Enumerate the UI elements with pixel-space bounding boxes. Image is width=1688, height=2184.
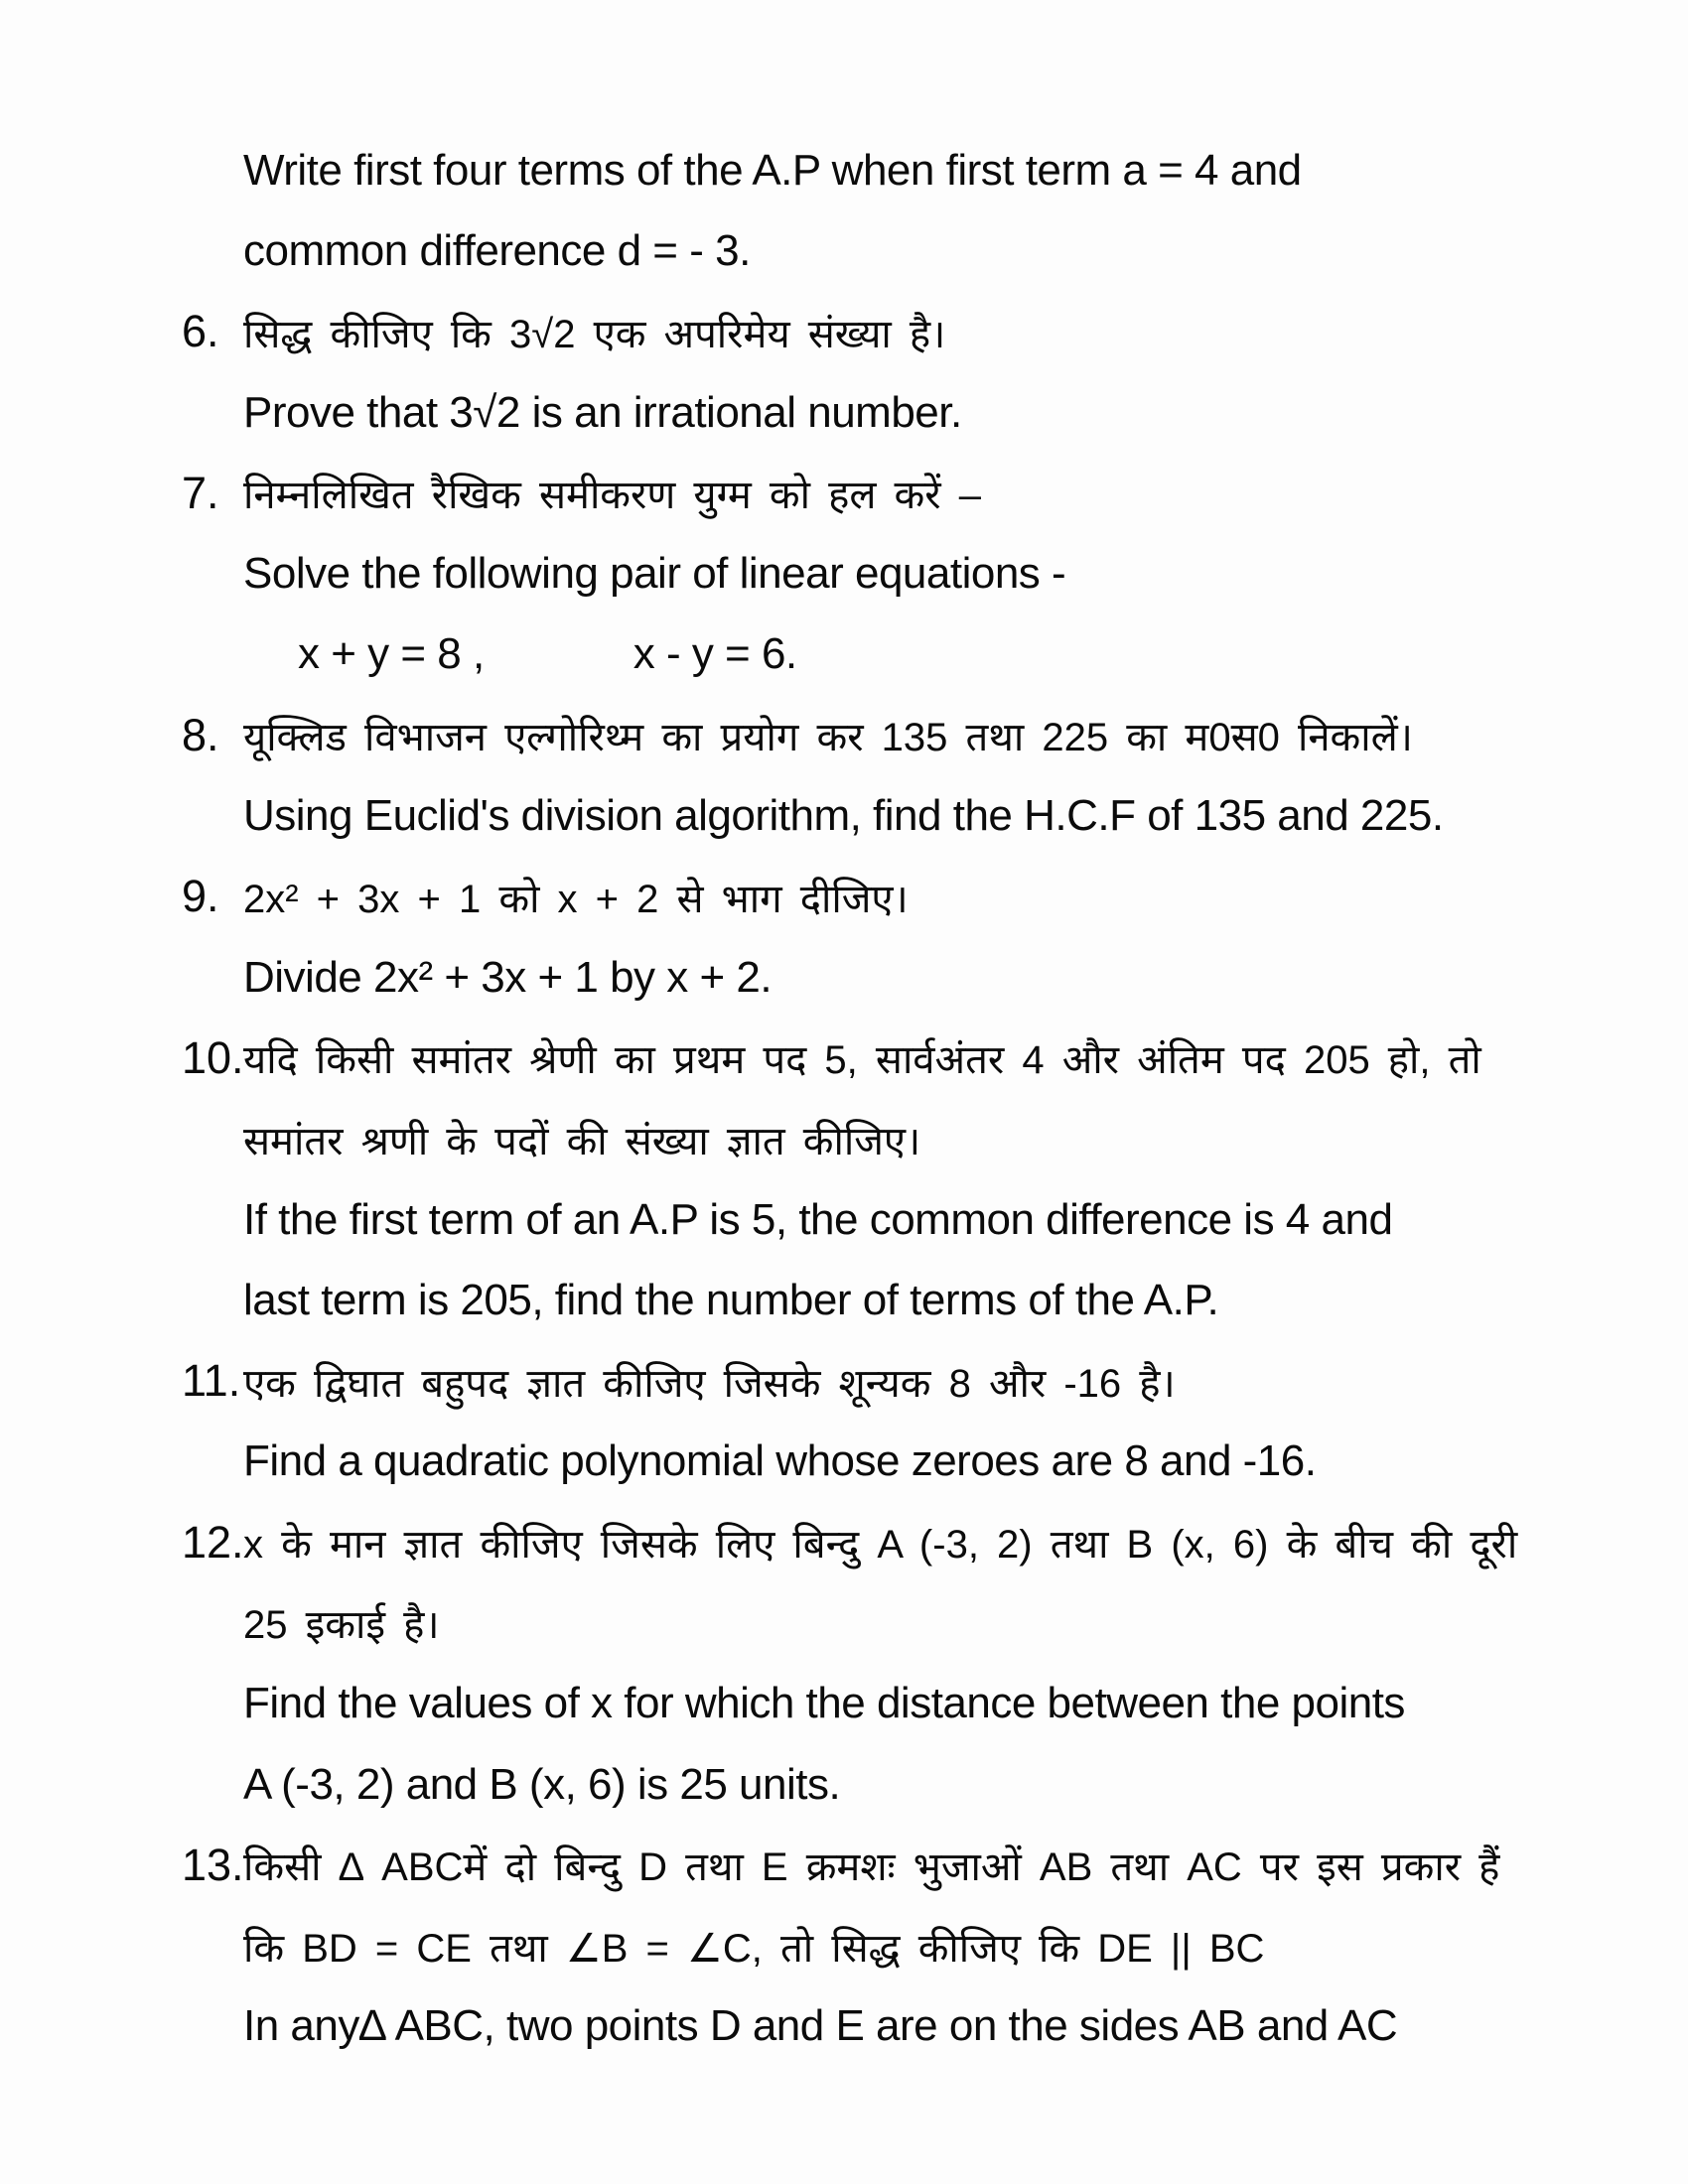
line-text: कि BD = CE तथा ∠B = ∠C, तो सिद्ध कीजिए कि DE || BC <box>243 1926 1265 1971</box>
question-5-english-line-2 <box>243 210 1569 291</box>
line-text: Divide 2x² + 3x + 1 by x + 2. <box>243 952 773 1002</box>
question-number: 12. <box>182 1516 244 1568</box>
question-10-english-line-2 <box>243 1260 1569 1340</box>
question-12-english-line-2 <box>243 1744 1569 1825</box>
question-12-hindi-line-2 <box>243 1582 1569 1663</box>
question-12-english-line-1 <box>243 1664 1569 1744</box>
question-13-hindi-line-1 <box>182 1825 1569 1905</box>
line-text: last term is 205, find the number of terms of the A.P. <box>243 1275 1219 1324</box>
question-10-hindi-line-1 <box>182 1018 1569 1098</box>
line-text: एक द्विघात बहुपद ज्ञात कीजिए जिसके शून्यक 8 और -16 है। <box>243 1361 1176 1406</box>
line-text: यूक्लिड विभाजन एल्गोरिथ्म का प्रयोग कर 135 तथा 225 का म0स0 निकालें। <box>243 716 1413 760</box>
line-text: x के मान ज्ञात कीजिए जिसके लिए बिन्दु A (-3, 2) तथा B (x, 6) के बीच की दूरी <box>243 1523 1518 1568</box>
question-number: 6. <box>182 306 219 357</box>
line-text: In any∆ ABC, two points D and E are on the sides AB and AC <box>243 2001 1398 2051</box>
line-text: Write first four terms of the A.P when first term a = 4 and <box>243 145 1302 195</box>
questions-content <box>182 130 1569 2067</box>
line-text: Prove that 3√2 is an irrational number. <box>243 387 962 437</box>
line-text: If the first term of an A.P is 5, the common difference is 4 and <box>243 1194 1393 1244</box>
question-11-english-line <box>243 1422 1569 1502</box>
question-8-hindi-line <box>182 695 1569 775</box>
question-5-english-line-1 <box>243 130 1569 210</box>
question-number: 7. <box>182 467 219 518</box>
equation-2: x - y = 6. <box>633 629 797 679</box>
question-9-hindi-line <box>182 857 1569 937</box>
question-6-english-line <box>243 372 1569 453</box>
question-10-hindi-line-2 <box>243 1099 1569 1179</box>
question-7-english-line <box>243 533 1569 614</box>
question-number: 9. <box>182 871 219 922</box>
line-text: सिद्ध कीजिए कि 3√2 एक अपरिमेय संख्या है। <box>243 312 946 356</box>
question-13-hindi-line-2 <box>243 1906 1569 1986</box>
question-number: 13. <box>182 1839 244 1890</box>
line-text: समांतर श्रणी के पदों की संख्या ज्ञात कीजिए। <box>243 1119 921 1163</box>
line-text: किसी ∆ ABCमें दो बिन्दु D तथा E क्रमशः भुजाओं AB तथा AC पर इस प्रकार हैं <box>243 1845 1500 1890</box>
line-text: common difference d = - 3. <box>243 225 751 275</box>
question-11-hindi-line <box>182 1340 1569 1421</box>
equation-1: x + y = 8 , <box>298 629 485 679</box>
question-7-hindi-line <box>182 453 1569 533</box>
question-6-hindi-line <box>182 292 1569 372</box>
line-text: निम्नलिखित रैखिक समीकरण युग्म को हल करें – <box>243 474 981 518</box>
line-text: Using Euclid's division algorithm, find the H.C.F of 135 and 225. <box>243 791 1444 841</box>
question-10-english-line-1 <box>243 1179 1569 1260</box>
line-text: 25 इकाई है। <box>243 1603 440 1648</box>
line-text: A (-3, 2) and B (x, 6) is 25 units. <box>243 1759 841 1809</box>
question-13-english-line-1 <box>243 1986 1569 2067</box>
line-text: Find the values of x for which the distance between the points <box>243 1679 1405 1728</box>
question-number: 8. <box>182 709 219 760</box>
question-number: 10. <box>182 1031 244 1083</box>
line-text: Find a quadratic polynomial whose zeroes are 8 and -16. <box>243 1436 1317 1486</box>
line-text: यदि किसी समांतर श्रेणी का प्रथम पद 5, सार्वअंतर 4 और अंतिम पद 205 हो, तो <box>243 1038 1481 1083</box>
question-9-english-line <box>243 937 1569 1018</box>
question-12-hindi-line-1 <box>182 1502 1569 1582</box>
question-7-equations-line <box>243 614 1569 695</box>
line-text: 2x² + 3x + 1 को x + 2 से भाग दीजिए। <box>243 877 909 921</box>
question-8-english-line <box>243 775 1569 856</box>
question-number: 11. <box>182 1355 241 1407</box>
line-text: Solve the following pair of linear equations - <box>243 549 1066 599</box>
